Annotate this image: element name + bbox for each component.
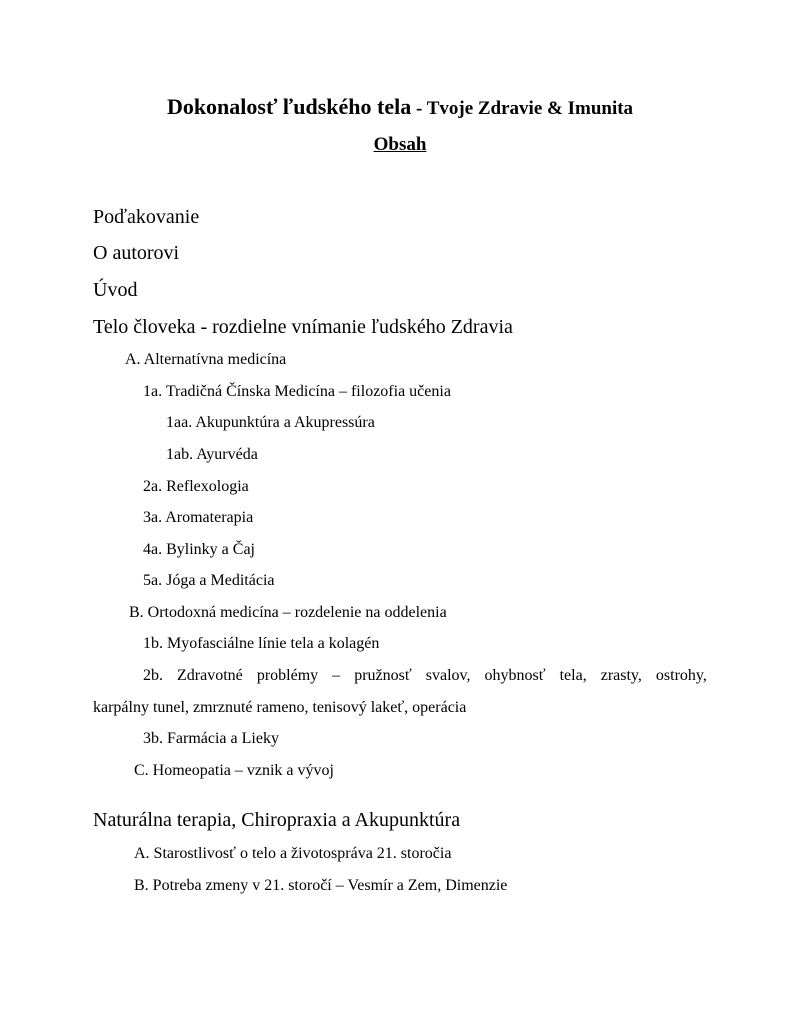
toc-word: pružnosť bbox=[354, 667, 412, 684]
contents-heading bbox=[0, 132, 800, 158]
toc-entry-zdravotne-problemy-continuation: karpálny tunel, zmrznuté rameno, tenisový lakeť, operácia bbox=[93, 699, 467, 716]
toc-entry-uvod: Úvod bbox=[93, 279, 138, 301]
toc-entry-o-autorovi: O autorovi bbox=[93, 242, 180, 264]
title-subtitle: - Tvoje Zdravie & Imunita bbox=[411, 98, 634, 119]
toc-word: – bbox=[332, 667, 341, 684]
toc-entry-starostlivost: A. Starostlivosť o telo a životospráva 21. storočia bbox=[134, 845, 452, 862]
toc-word: ohybnosť bbox=[484, 667, 546, 684]
toc-entry-podakovanie: Poďakovanie bbox=[93, 206, 200, 228]
contents-heading-text: Obsah bbox=[373, 134, 427, 155]
toc-word: problémy bbox=[256, 667, 319, 684]
toc-entry-joga: 5a. Jóga a Meditácia bbox=[143, 572, 275, 589]
toc-entry-akupunktura: 1aa. Akupunktúra a Akupressúra bbox=[166, 414, 375, 431]
toc-entry-aromaterapia: 3a. Aromaterapia bbox=[143, 509, 254, 526]
toc-entry-telo-cloveka: Telo človeka - rozdielne vnímanie ľudského Zdravia bbox=[93, 316, 513, 338]
toc-entry-homeopatia: C. Homeopatia – vznik a vývoj bbox=[134, 762, 334, 779]
toc-entry-potreba-zmeny: B. Potreba zmeny v 21. storočí – Vesmír a Zem, Dimenzie bbox=[134, 877, 508, 894]
toc-word: zrasty, bbox=[600, 667, 642, 684]
toc-entry-zdravotne-problemy bbox=[143, 665, 707, 687]
toc-word: Zdravotné bbox=[177, 667, 243, 684]
toc-word: tela, bbox=[559, 667, 587, 684]
title-main: Dokonalosť ľudského tela bbox=[166, 94, 412, 119]
toc-entry-alternativna-medicina: A. Alternatívna medicína bbox=[125, 351, 287, 368]
toc-entry-bylinky: 4a. Bylinky a Čaj bbox=[143, 541, 255, 558]
toc-word: 2b. bbox=[143, 667, 163, 684]
toc-entry-reflexologia: 2a. Reflexologia bbox=[143, 478, 249, 495]
toc-entry-ayurveda: 1ab. Ayurvéda bbox=[166, 446, 258, 463]
toc-entry-farmacia: 3b. Farmácia a Lieky bbox=[143, 730, 279, 747]
document-title bbox=[0, 93, 800, 123]
toc-entry-tcm: 1a. Tradičná Čínska Medicína – filozofia učenia bbox=[143, 383, 451, 400]
toc-entry-ortodoxna-medicina: B. Ortodoxná medicína – rozdelenie na oddelenia bbox=[129, 604, 447, 621]
toc-word: ostrohy, bbox=[655, 667, 707, 684]
toc-entry-naturalna-terapia: Naturálna terapia, Chiropraxia a Akupunktúra bbox=[93, 809, 461, 831]
toc-word: svalov, bbox=[425, 667, 471, 684]
toc-entry-myofascialne: 1b. Myofasciálne línie tela a kolagén bbox=[143, 635, 380, 652]
